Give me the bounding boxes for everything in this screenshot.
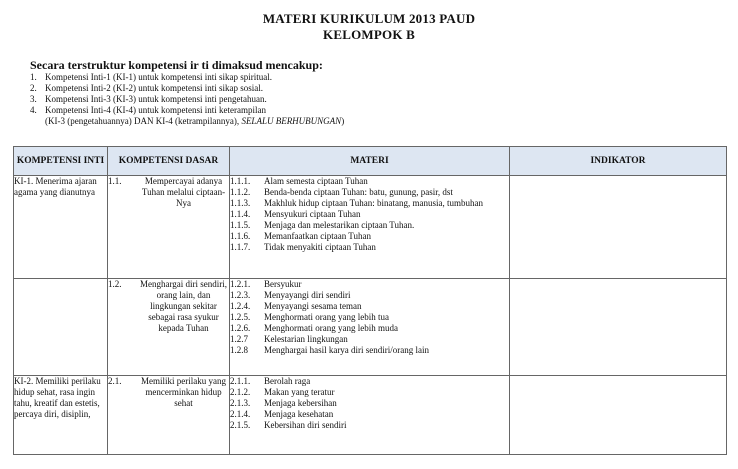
materi-item: [230, 376, 509, 387]
materi-item: [230, 231, 509, 242]
materi-text: Makhluk hidup ciptaan Tuhan: binatang, manusia, tumbuhan: [264, 198, 483, 208]
materi-number: 2.1.5.: [230, 420, 251, 430]
materi-text: Kelestarian lingkungan: [264, 334, 348, 344]
header-materi: MATERI: [230, 147, 510, 176]
intro-continuation-end: ): [341, 116, 345, 126]
materi-item: [230, 420, 509, 431]
materi-text: Menjaga kebersihan: [264, 398, 337, 408]
intro-list: [30, 72, 344, 127]
materi-number: 2.1.1.: [230, 376, 251, 386]
intro-continuation: [30, 116, 344, 127]
intro-continuation-emphasis: SELALU BERHUBUNGAN: [241, 116, 342, 126]
intro-item: [30, 83, 344, 94]
materi-text: Alam semesta ciptaan Tuhan: [264, 176, 368, 186]
materi-number: 2.1.3.: [230, 398, 251, 408]
header-indikator: INDIKATOR: [510, 147, 727, 176]
materi-number: 2.1.4.: [230, 409, 251, 419]
materi-item: [230, 334, 509, 345]
materi-number: 1.2.1.: [230, 279, 251, 289]
materi-number: 1.1.5.: [230, 220, 251, 230]
materi-text: Tidak menyakiti ciptaan Tuhan: [264, 242, 376, 252]
table-header-row: [14, 147, 727, 176]
header-kompetensi-dasar: KOMPETENSI DASAR: [108, 147, 230, 176]
indikator-cell: [510, 376, 727, 455]
materi-number: 1.2.8: [230, 345, 248, 355]
materi-item: [230, 176, 509, 187]
intro-item-number: 3.: [30, 94, 37, 104]
kd-text: Menghargai diri sendiri, orang lain, dan lingkungan sekitar sebagai rasa syukur kepada Tuhan: [139, 279, 228, 333]
materi-text: Menjaga kesehatan: [264, 409, 334, 419]
materi-item: [230, 345, 509, 356]
ki-cell: [14, 279, 108, 376]
intro-item: [30, 105, 344, 116]
document-subtitle: KELOMPOK B: [323, 27, 415, 42]
intro-continuation-text: (KI-3 (pengetahuannya) DAN KI-4 (ketrampilannya),: [45, 116, 242, 126]
materi-item: [230, 409, 509, 420]
kd-text: Memiliki perilaku yang mencerminkan hidup sehat: [141, 376, 226, 408]
kd-cell: [108, 376, 230, 455]
materi-text: Menjaga dan melestarikan ciptaan Tuhan.: [264, 220, 415, 230]
intro-item-number: 1.: [30, 72, 37, 82]
materi-item: [230, 301, 509, 312]
indikator-cell: [510, 176, 727, 279]
materi-text: Memanfaatkan ciptaan Tuhan: [264, 231, 371, 241]
materi-text: Berolah raga: [264, 376, 311, 386]
kd-cell: [108, 279, 230, 376]
intro-item-number: 4.: [30, 105, 37, 115]
materi-text: Bersyukur: [264, 279, 302, 289]
materi-item: [230, 312, 509, 323]
table-row: [14, 376, 727, 455]
materi-number: 1.1.1.: [230, 176, 251, 186]
ki-cell: KI-2. Memiliki perilaku hidup sehat, rasa ingin tahu, kreatif dan estetis, percaya diri, disiplin,: [14, 376, 108, 455]
materi-cell: [230, 176, 510, 279]
materi-item: [230, 242, 509, 253]
materi-cell: [230, 279, 510, 376]
materi-item: [230, 323, 509, 334]
document-title: MATERI KURIKULUM 2013 PAUD: [262, 11, 476, 26]
intro-heading: Secara terstruktur kompetensi ir ti dimaksud mencakup:: [30, 58, 323, 72]
kd-number: 1.1.: [108, 176, 122, 186]
header-kompetensi-inti: KOMPETENSI INTI: [14, 147, 108, 176]
materi-text: Makan yang teratur: [264, 387, 335, 397]
intro-item-text: Kompetensi Inti-3 (KI-3) untuk kompetensi inti pengetahuan.: [45, 94, 267, 104]
indikator-cell: [510, 279, 727, 376]
materi-text: Menghormati orang yang lebih muda: [264, 323, 398, 333]
materi-number: 2.1.2.: [230, 387, 251, 397]
intro-item: [30, 94, 344, 105]
materi-number: 1.1.7.: [230, 242, 251, 252]
materi-text: Benda-benda ciptaan Tuhan: batu, gunung, pasir, dst: [264, 187, 453, 197]
materi-text: Menghargai hasil karya diri sendiri/orang lain: [264, 345, 430, 355]
materi-text: Menyayangi sesama teman: [264, 301, 362, 311]
ki-cell: KI-1. Menerima ajaran agama yang dianutnya: [14, 176, 108, 279]
materi-item: [230, 187, 509, 198]
materi-item: [230, 398, 509, 409]
materi-item: [230, 290, 509, 301]
kd-number: 2.1.: [108, 376, 122, 386]
materi-number: 1.1.4.: [230, 209, 251, 219]
materi-text: Kebersihan diri sendiri: [264, 420, 347, 430]
kd-cell: [108, 176, 230, 279]
kd-text: Mempercayai adanya Tuhan melalui ciptaan-Nya: [141, 176, 226, 208]
table-row: [14, 279, 727, 376]
materi-text: Menghormati orang yang lebih tua: [264, 312, 389, 322]
materi-cell: [230, 376, 510, 455]
materi-number: 1.2.7: [230, 334, 248, 344]
materi-number: 1.1.3.: [230, 198, 251, 208]
materi-number: 1.2.3.: [230, 290, 251, 300]
intro-item: [30, 72, 344, 83]
materi-item: [230, 387, 509, 398]
intro-item-number: 2.: [30, 83, 37, 93]
materi-number: 1.1.6.: [230, 231, 251, 241]
materi-number: 1.1.2.: [230, 187, 251, 197]
materi-item: [230, 279, 509, 290]
curriculum-table: [13, 146, 727, 455]
table-row: [14, 176, 727, 279]
materi-item: [230, 198, 509, 209]
intro-item-text: Kompetensi Inti-4 (KI-4) untuk kompetensi inti keterampilan: [45, 105, 266, 115]
materi-number: 1.2.6.: [230, 323, 251, 333]
materi-number: 1.2.5.: [230, 312, 251, 322]
materi-item: [230, 209, 509, 220]
materi-item: [230, 220, 509, 231]
kd-number: 1.2.: [108, 279, 122, 289]
materi-text: Menyayangi diri sendiri: [264, 290, 351, 300]
intro-item-text: Kompetensi Inti-2 (KI-2) untuk kompetensi inti sikap sosial.: [45, 83, 263, 93]
materi-number: 1.2.4.: [230, 301, 251, 311]
materi-text: Mensyukuri ciptaan Tuhan: [264, 209, 361, 219]
intro-item-text: Kompetensi Inti-1 (KI-1) untuk kompetensi inti sikap spiritual.: [45, 72, 272, 82]
